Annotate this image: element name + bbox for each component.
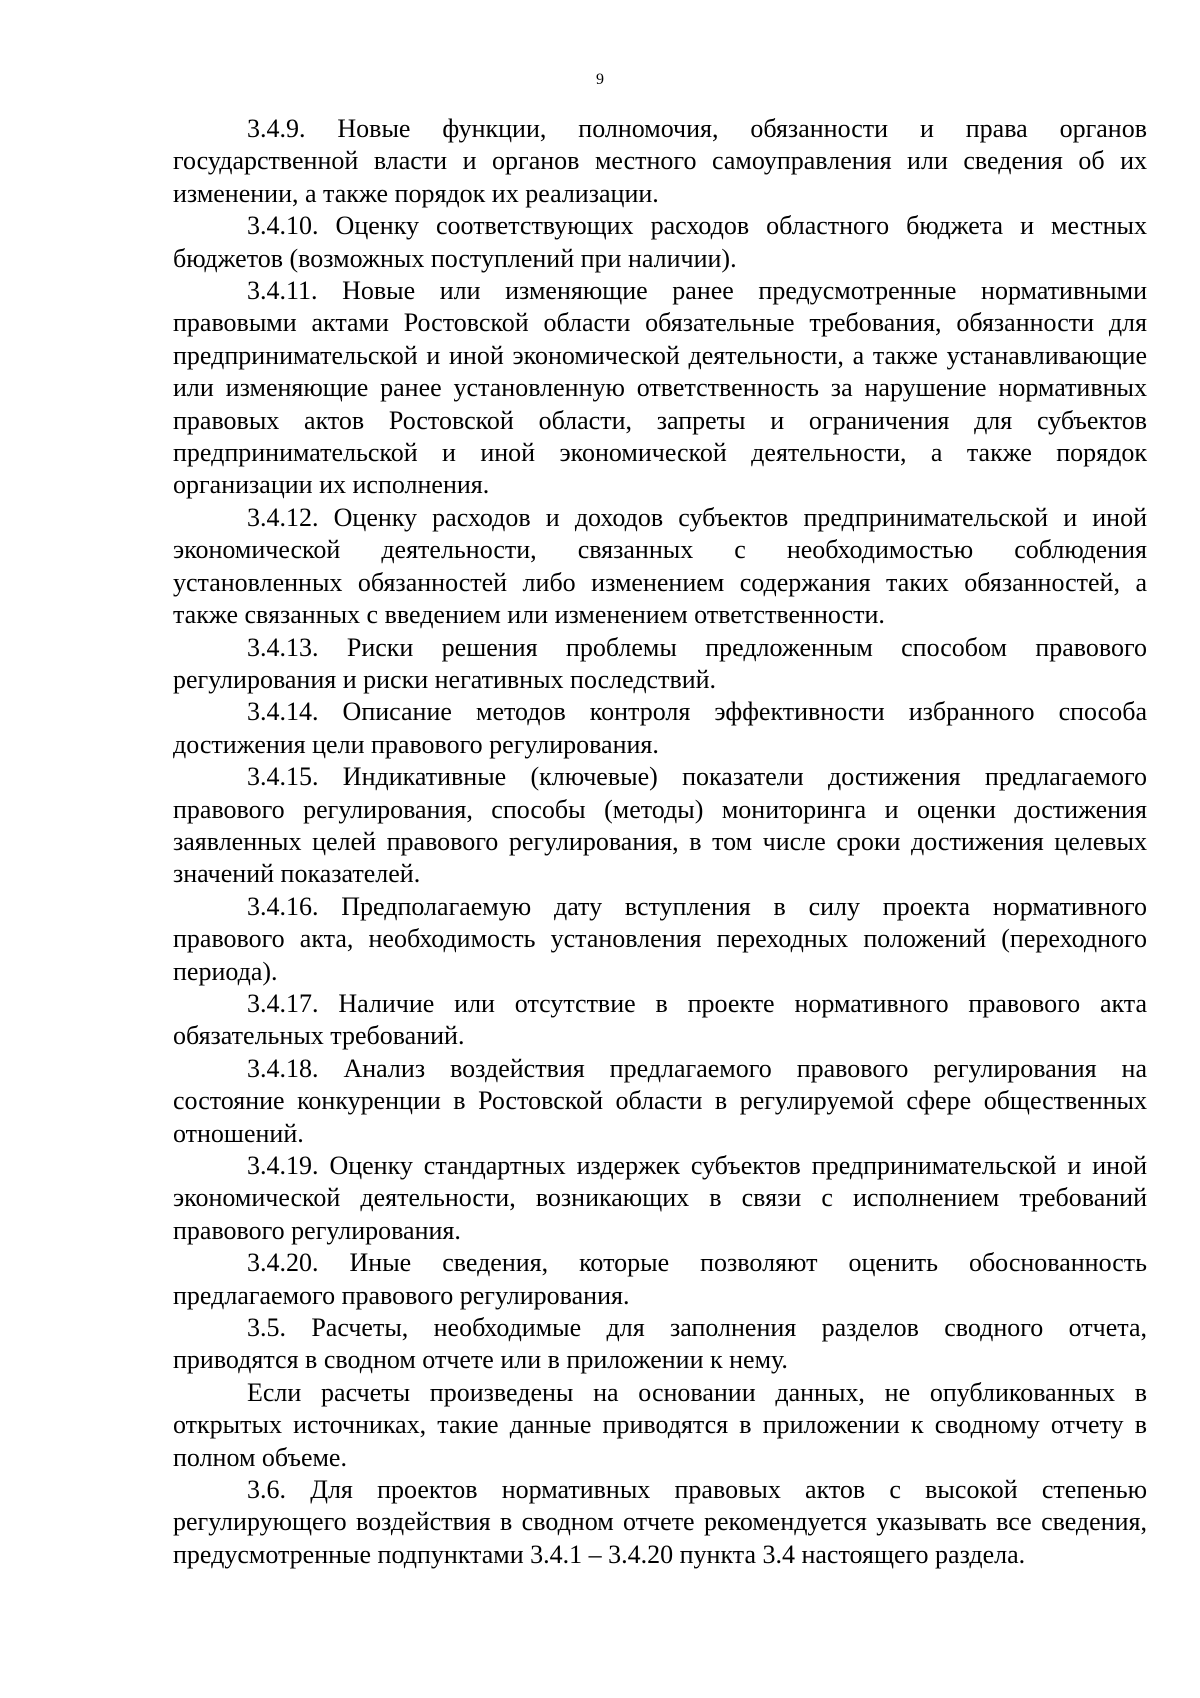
paragraph-3-4-11: 3.4.11. Новые или изменяющие ранее предусмотренные нормативными правовыми актами Ростовской области обязательные требования, обязанности для предпринимательской и иной экономической деятельности, а также устанавливающие или изменяющие ранее установленную ответственность за нарушение нормативных правовых актов Ростовской области, запреты и ограничения для субъектов предпринимательской и иной экономической деятельности, а также порядок организации их исполнения. bbox=[173, 276, 1147, 500]
paragraph-3-4-12: 3.4.12. Оценку расходов и доходов субъектов предпринимательской и иной экономической деятельности, связанных с необходимостью соблюдения установленных обязанностей либо изменением содержания таких обязанностей, а также связанных с введением или изменением ответственности. bbox=[173, 502, 1147, 630]
paragraph-3-5: 3.5. Расчеты, необходимые для заполнения разделов сводного отчета, приводятся в сводном отчете или в приложении к нему. bbox=[173, 1313, 1147, 1375]
paragraph-3-4-15: 3.4.15. Индикативные (ключевые) показатели достижения предлагаемого правового регулирования, способы (методы) мониторинга и оценки достижения заявленных целей правового регулирования, в том числе сроки достижения целевых значений показателей. bbox=[173, 762, 1147, 889]
paragraph-3-4-20: 3.4.20. Иные сведения, которые позволяют оценить обоснованность предлагаемого правового регулирования. bbox=[173, 1248, 1147, 1310]
paragraph-3-4-10: 3.4.10. Оценку соответствующих расходов областного бюджета и местных бюджетов (возможных поступлений при наличии). bbox=[173, 211, 1147, 273]
paragraph-3-6: 3.6. Для проектов нормативных правовых актов с высокой степенью регулирующего воздействия в сводном отчете рекомендуется указывать все сведения, предусмотренные подпунктами 3.4.1 – 3.4.20 пункта 3.4 настоящего раздела. bbox=[173, 1475, 1147, 1569]
paragraph-3-4-16: 3.4.16. Предполагаемую дату вступления в силу проекта нормативного правового акта, необходимость установления переходных положений (переходного периода). bbox=[173, 891, 1147, 986]
paragraph-3-5-note: Если расчеты произведены на основании данных, не опубликованных в открытых источниках, такие данные приводятся в приложении к сводному отчету в полном объеме. bbox=[173, 1377, 1147, 1472]
paragraph-3-4-13: 3.4.13. Риски решения проблемы предложенным способом правового регулирования и риски негативных последствий. bbox=[173, 632, 1147, 694]
document-body bbox=[173, 113, 1147, 1571]
paragraph-3-4-9: 3.4.9. Новые функции, полномочия, обязанности и права органов государственной власти и органов местного самоуправления или сведения об их изменении, а также порядок их реализации. bbox=[173, 114, 1147, 208]
page-number: 9 bbox=[596, 71, 604, 88]
paragraph-3-4-19: 3.4.19. Оценку стандартных издержек субъектов предпринимательской и иной экономической деятельности, возникающих в связи с исполнением требований правового регулирования. bbox=[173, 1151, 1147, 1245]
paragraph-3-4-17: 3.4.17. Наличие или отсутствие в проекте нормативного правового акта обязательных требований. bbox=[173, 988, 1147, 1051]
paragraph-3-4-14: 3.4.14. Описание методов контроля эффективности избранного способа достижения цели правового регулирования. bbox=[173, 697, 1147, 759]
paragraph-3-4-18: 3.4.18. Анализ воздействия предлагаемого правового регулирования на состояние конкуренции в Ростовской области в регулируемой сфере общественных отношений. bbox=[173, 1053, 1147, 1148]
